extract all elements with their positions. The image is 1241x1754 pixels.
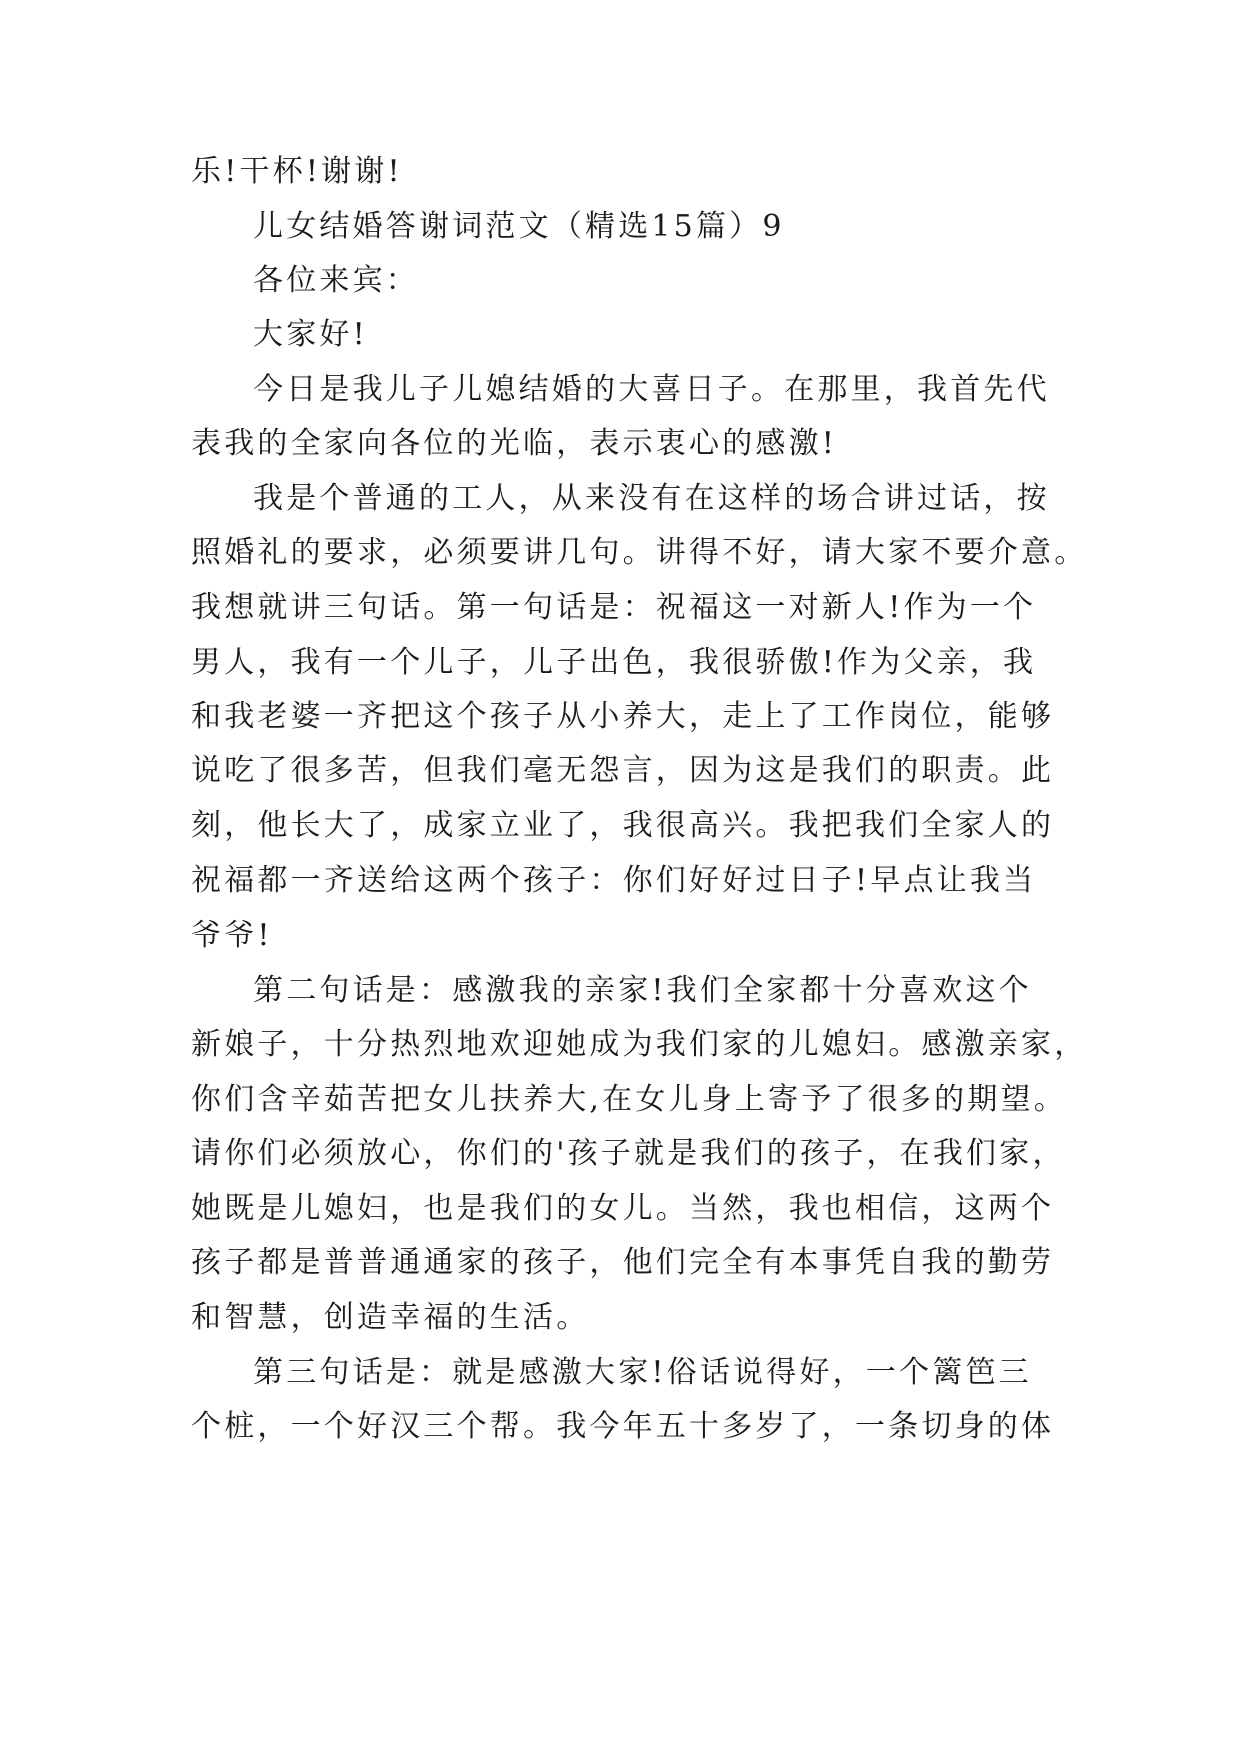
text-line: 第三句话是：就是感激大家!俗话说得好，一个篱笆三: [253, 1355, 1032, 1390]
text-line: 爷爷!: [191, 918, 273, 953]
text-line: 照婚礼的要求，必须要讲几句。讲得不好，请大家不要介意。: [191, 535, 1088, 570]
text-line: 刻，他长大了，成家立业了，我很高兴。我把我们全家人的: [191, 808, 1055, 843]
text-line: 你们含辛茹苦把女儿扶养大,在女儿身上寄予了很多的期望。: [191, 1082, 1067, 1117]
text-line: 第二句话是：感激我的亲家!我们全家都十分喜欢这个: [253, 973, 1032, 1008]
greeting: 大家好!: [253, 317, 368, 352]
text-line: 和智慧，创造幸福的生活。: [191, 1300, 590, 1335]
text-line: 和我老婆一齐把这个孩子从小养大，走上了工作岗位，能够: [191, 699, 1055, 734]
text-line: 表我的全家向各位的光临，表示衷心的感激!: [191, 426, 838, 461]
text-line: 祝福都一齐送给这两个孩子：你们好好过日子!早点让我当: [191, 863, 1037, 898]
section-heading: 儿女结婚答谢词范文（精选15篇）9: [253, 209, 785, 244]
text-line: 男人，我有一个儿子，儿子出色，我很骄傲!作为父亲，我: [191, 645, 1037, 680]
text-line: 请你们必须放心，你们的'孩子就是我们的孩子，在我们家，: [191, 1136, 1066, 1171]
text-line: 我是个普通的工人，从来没有在这样的场合讲过话，按: [253, 481, 1050, 516]
text-line: 我想就讲三句话。第一句话是：祝福这一对新人!作为一个: [191, 590, 1037, 625]
text-line: 个桩，一个好汉三个帮。我今年五十多岁了，一条切身的体: [191, 1409, 1055, 1444]
text-line: 她既是儿媳妇，也是我们的女儿。当然，我也相信，这两个: [191, 1191, 1055, 1226]
text-line: 说吃了很多苦，但我们毫无怨言，因为这是我们的职责。此: [191, 753, 1055, 788]
salutation: 各位来宾：: [253, 263, 419, 298]
text-line: 今日是我儿子儿媳结婚的大喜日子。在那里，我首先代: [253, 372, 1050, 407]
text-line: 孩子都是普普通通家的孩子，他们完全有本事凭自我的勤劳: [191, 1245, 1055, 1280]
text-line: 乐!干杯!谢谢!: [191, 154, 403, 189]
text-line: 新娘子，十分热烈地欢迎她成为我们家的儿媳妇。感激亲家，: [191, 1027, 1088, 1062]
